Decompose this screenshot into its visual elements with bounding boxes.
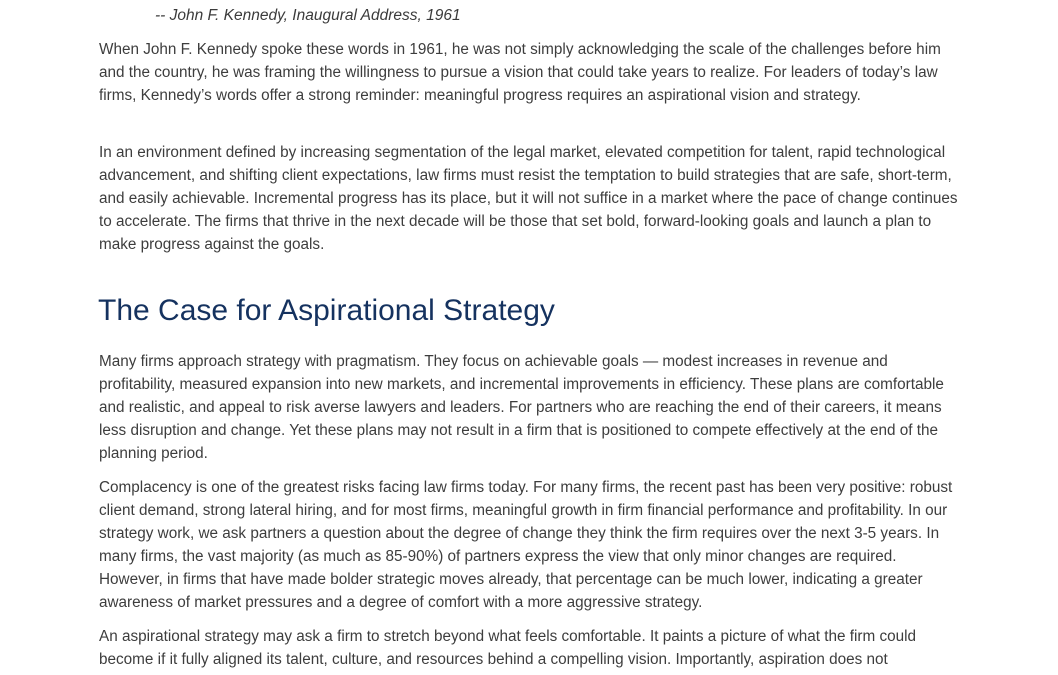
section-heading: The Case for Aspirational Strategy (98, 294, 555, 327)
section-paragraph-2: Complacency is one of the greatest risks facing law firms today. For many firms, the recent past has been very positive: robust client demand, strong lateral hiring, and for most firms, meaningful growth in firm financial performance and profitability. In our strategy work, we ask partners a question about the degree of change they think the firm requires over the next 3-5 years. In many firms, the vast majority (as much as 85-90%) of partners express the view that only minor changes are required. However, in firms that have made bolder strategic moves already, that percentage can be much lower, indicating a greater awareness of market pressures and a degree of comfort with a more aggressive strategy. (99, 479, 953, 612)
intro-paragraph-2: In an environment defined by increasing segmentation of the legal market, elevated competition for talent, rapid technological advancement, and shifting client expectations, law firms must resist the temptation to build strategies that are safe, short-term, and easily achievable. Incremental progress has its place, but it will not suffice in a market where the pace of change continues to accelerate. The firms that thrive in the next decade will be those that set bold, forward-looking goals and launch a plan to make progress against the goals. (99, 144, 958, 254)
section-paragraph-3: An aspirational strategy may ask a firm to stretch beyond what feels comfortable. It paints a picture of what the firm could become if it fully aligned its talent, culture, and resources behind a compelling vision. Importantly, aspiration does not (99, 628, 917, 669)
section-paragraph-1: Many firms approach strategy with pragmatism. They focus on achievable goals — modest increases in revenue and profitability, measured expansion into new markets, and incremental improvements in efficiency. These plans are comfortable and realistic, and appeal to risk averse lawyers and leaders. For partners who are reaching the end of their careers, it means less disruption and change. Yet these plans may not result in a firm that is positioned to compete effectively at the end of the planning period. (99, 353, 944, 463)
quote-attribution: -- John F. Kennedy, Inaugural Address, 1961 (155, 7, 461, 24)
intro-paragraph-1: When John F. Kennedy spoke these words in 1961, he was not simply acknowledging the scale of the challenges before him and the country, he was framing the willingness to pursue a vision that could take years to realize. For leaders of today’s law firms, Kennedy’s words offer a strong reminder: meaningful progress requires an aspirational vision and strategy. (99, 41, 941, 105)
